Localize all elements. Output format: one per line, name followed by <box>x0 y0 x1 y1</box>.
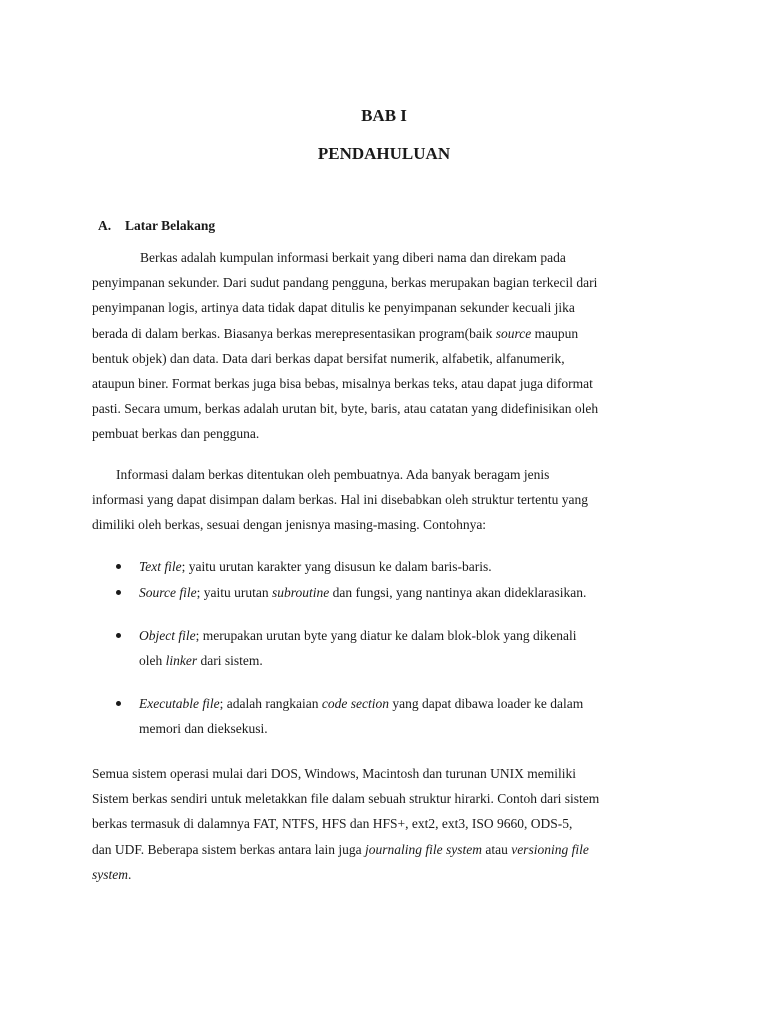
text-run: oleh <box>139 653 166 669</box>
text-run: dari sistem. <box>197 653 263 669</box>
paragraph-line: penyimpanan logis, artinya data tidak dapat ditulis ke penyimpanan sekunder kecuali jika <box>92 300 575 316</box>
text-run: atau <box>481 841 512 857</box>
list-item-line <box>139 554 684 579</box>
section-number: A. <box>98 218 112 233</box>
paragraph-line: Sistem berkas sendiri untuk meletakkan file dalam sebuah struktur hirarki. Contoh dari sistem <box>92 791 600 807</box>
paragraph-line <box>92 321 682 346</box>
list-item-line: memori dan dieksekusi. <box>139 721 268 737</box>
italic-term: subroutine <box>271 585 330 600</box>
paragraph-line: Informasi dalam berkas ditentukan oleh pembuatnya. Ada banyak beragam jenis <box>116 467 550 482</box>
italic-term: versioning file <box>511 841 589 857</box>
list-item-line <box>139 691 684 716</box>
paragraph-line: berkas termasuk di dalamnya FAT, NTFS, HFS dan HFS+, ext2, ext3, ISO 9660, ODS-5, <box>92 816 573 832</box>
italic-term: code section <box>321 696 390 711</box>
italic-term: Object file <box>139 628 196 643</box>
paragraph-line: informasi yang dapat disimpan dalam berkas. Hal ini disebabkan oleh struktur tertentu yang <box>92 492 588 508</box>
paragraph-latar-belakang <box>92 245 682 447</box>
paragraph-line: ataupun biner. Format berkas juga bisa bebas, misalnya berkas teks, atau dapat juga diformat <box>92 376 593 392</box>
paragraph-line: Berkas adalah kumpulan informasi berkait yang diberi nama dan direkam pada <box>140 250 566 265</box>
paragraph-informasi <box>92 462 682 538</box>
italic-term: system <box>92 866 128 882</box>
section-title: Latar Belakang <box>125 218 216 233</box>
section-heading <box>98 218 215 234</box>
text-run: . <box>128 866 132 882</box>
text-run: maupun <box>531 325 579 341</box>
paragraph-line <box>92 837 682 862</box>
italic-term: Text file <box>139 559 182 574</box>
chapter-title: PENDAHULUAN <box>317 144 451 163</box>
italic-term: Source file <box>139 585 197 600</box>
text-run: yang dapat dibawa loader ke dalam <box>389 696 584 711</box>
list-item-text-file <box>114 554 684 579</box>
list-item-line <box>139 623 684 648</box>
paragraph-line: Semua sistem operasi mulai dari DOS, Windows, Macintosh dan turunan UNIX memiliki <box>92 766 577 781</box>
list-item-object-file <box>114 623 684 673</box>
paragraph-line: dimiliki oleh berkas, sesuai dengan jenisnya masing-masing. Contohnya: <box>92 517 487 533</box>
text-run: ; adalah rangkaian <box>219 696 322 711</box>
text-run: ; merupakan urutan byte yang diatur ke dalam blok-blok yang dikenali <box>195 628 577 643</box>
list-item-executable-file <box>114 691 684 741</box>
italic-term: Executable file <box>139 696 220 711</box>
italic-term: linker <box>165 653 198 669</box>
text-run: dan UDF. Beberapa sistem berkas antara lain juga <box>92 841 365 857</box>
list-item-line <box>139 648 684 673</box>
paragraph-line: pasti. Secara umum, berkas adalah urutan bit, byte, baris, atau catatan yang didefinisikan oleh <box>92 401 599 417</box>
paragraph-line: pembuat berkas dan pengguna. <box>92 426 260 442</box>
paragraph-line: bentuk objek) dan data. Data dari berkas dapat bersifat numerik, alfabetik, alfanumerik, <box>92 350 565 366</box>
paragraph-sistem-berkas <box>92 761 682 887</box>
italic-term: journaling file system <box>364 841 482 857</box>
paragraph-line <box>92 862 682 887</box>
text-run: dan fungsi, yang nantinya akan dideklarasikan. <box>329 585 587 600</box>
paragraph-line: penyimpanan sekunder. Dari sudut pandang pengguna, berkas merupakan bagian terkecil dari <box>92 275 598 291</box>
text-run: ; yaitu urutan <box>196 585 272 600</box>
text-run: ; yaitu urutan karakter yang disusun ke dalam baris-baris. <box>181 559 492 574</box>
list-item-source-file <box>114 580 684 605</box>
italic-term: source <box>495 325 532 341</box>
list-item-line <box>139 580 684 605</box>
chapter-number: BAB I <box>361 106 407 125</box>
text-run: berada di dalam berkas. Biasanya berkas merepresentasikan program(baik <box>92 325 496 341</box>
